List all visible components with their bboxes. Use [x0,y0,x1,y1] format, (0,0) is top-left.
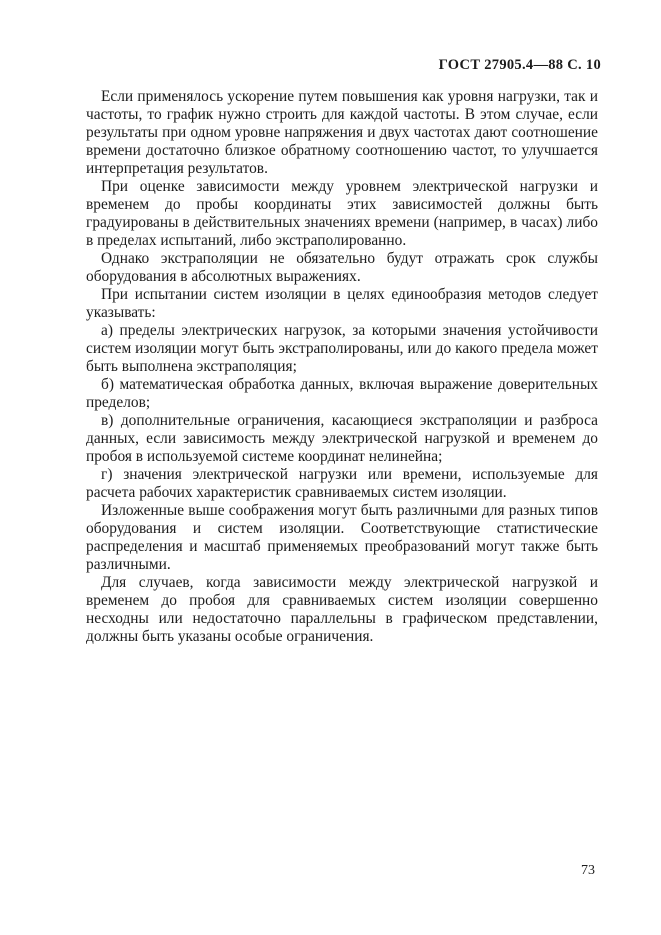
list-item-v: в) дополнительные ограничения, касающиеся экстраполяции и разброса данных, если зависимость между электрической нагрузкой и временем до пробоя в используемой системе координат нелинейна; [86,412,598,465]
standard-header: ГОСТ 27905.4—88 С. 10 [438,57,601,73]
paragraph: Однако экстраполяции не обязательно будут отражать срок службы оборудования в абсолютных выражениях. [86,250,598,285]
page-number: 73 [581,863,595,878]
list-item-b: б) математическая обработка данных, включая выражение доверительных пределов; [86,376,598,411]
body-text [86,88,598,646]
paragraph: При испытании систем изоляции в целях единообразия методов следует указывать: [86,286,598,321]
paragraph: Изложенные выше соображения могут быть различными для разных типов оборудования и систем изоляции. Соответствующие статистические распределения и масштаб применяемых преобразований могут также быть различными. [86,502,598,573]
list-item-g: г) значения электрической нагрузки или времени, используемые для расчета рабочих характеристик сравниваемых систем изоляции. [86,466,598,501]
list-item-a: а) пределы электрических нагрузок, за которыми значения устойчивости систем изоляции могут быть экстраполированы, или до какого предела может быть выполнена экстраполяция; [86,322,598,375]
paragraph: При оценке зависимости между уровнем электрической нагрузки и временем до пробы координаты этих зависимостей должны быть градуированы в действительных значениях времени (например, в часах) либо в пределах испытаний, либо экстраполированно. [86,178,598,249]
paragraph: Если применялось ускорение путем повышения как уровня нагрузки, так и частоты, то график нужно строить для каждой частоты. В этом случае, если результаты при одном уровне напряжения и двух частотах дают соотношение времени достаточно близкое обратному соотношению частот, то улучшается интерпретация результатов. [86,88,598,177]
paragraph: Для случаев, когда зависимости между электрической нагрузкой и временем до пробоя для сравниваемых систем изоляции совершенно несходны или недостаточно параллельны в графическом представлении, должны быть указаны особые ограничения. [86,574,598,645]
